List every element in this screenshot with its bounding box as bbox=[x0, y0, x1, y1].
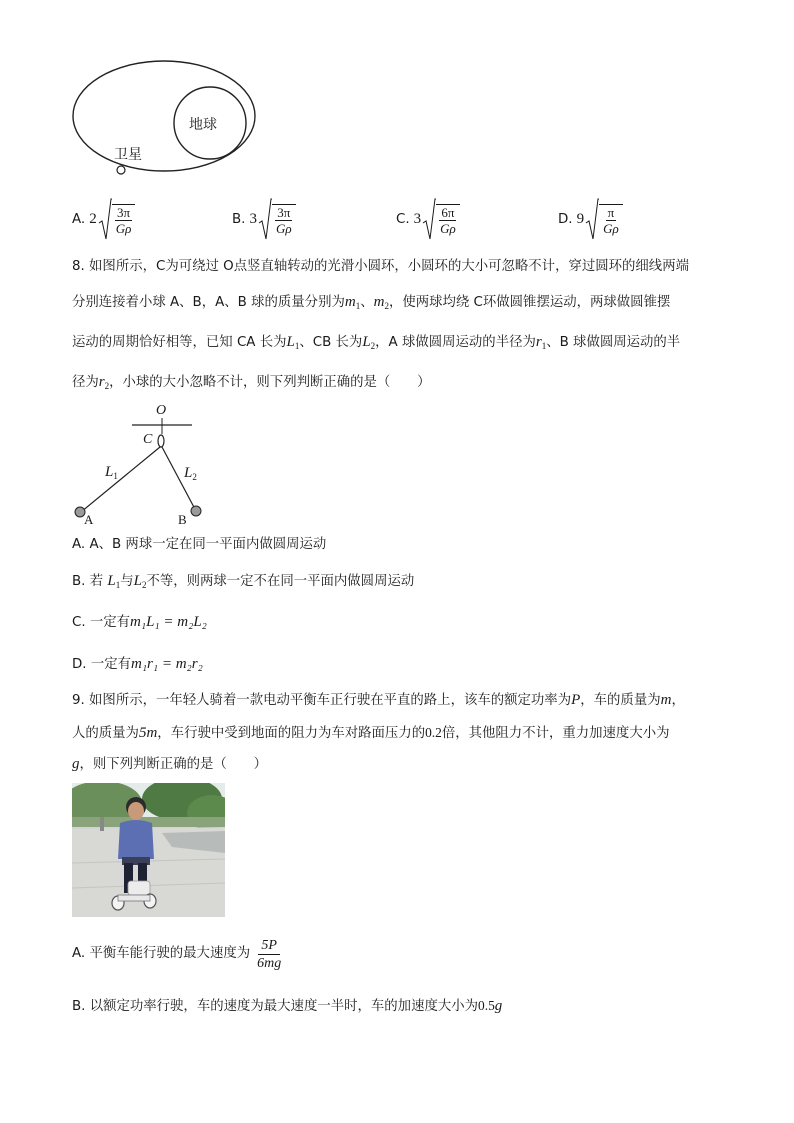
q9-option-a[interactable]: A. 平衡车能行驶的最大速度为 $\frac{5P}{6mg}$ bbox=[72, 934, 284, 974]
sqrt-expression bbox=[258, 197, 296, 241]
string-l1 bbox=[81, 447, 160, 512]
sqrt-icon bbox=[258, 197, 272, 241]
satellite-marker bbox=[117, 166, 125, 174]
coefficient: 3 bbox=[249, 210, 257, 227]
q8-option-a[interactable]: A. A、B 两球一定在同一平面内做圆周运动 bbox=[72, 537, 327, 552]
max-speed-fraction: $\frac{5P}{6mg}$ bbox=[257, 937, 282, 971]
ball-b bbox=[191, 506, 201, 516]
balance-scooter-photo bbox=[72, 783, 225, 917]
sqrt-expression bbox=[98, 197, 136, 241]
q7-option-a[interactable] bbox=[72, 195, 135, 243]
q7-option-c[interactable] bbox=[396, 195, 460, 243]
earth-label: 地球 bbox=[189, 117, 217, 133]
label-a: A bbox=[84, 512, 94, 527]
q8-line-1: 8. 如图所示，C为可绕过 O点竖直轴转动的光滑小圆环，小圆环的大小可忽略不计，穿过圆环的细线两端 bbox=[72, 259, 689, 274]
numerator: 3π bbox=[277, 205, 291, 220]
coefficient: 2 bbox=[89, 210, 97, 227]
denominator: Gρ bbox=[603, 221, 619, 236]
sqrt-icon bbox=[422, 197, 436, 241]
sqrt-icon bbox=[98, 197, 112, 241]
satellite-label: 卫星 bbox=[114, 147, 142, 163]
label-l1: $L_1$ bbox=[105, 464, 118, 481]
q8-line-4: 径为$r_2$，小球的大小忽略不计，则下列判断正确的是（ ） bbox=[72, 374, 431, 391]
option-letter: B. bbox=[232, 211, 246, 227]
coefficient: 3 bbox=[413, 210, 422, 227]
denominator: Gρ bbox=[115, 221, 132, 236]
sqrt-expression bbox=[422, 197, 460, 241]
option-letter: C. bbox=[396, 211, 410, 227]
label-c: C bbox=[143, 432, 153, 447]
q9-line-1: 9. 如图所示，一年轻人骑着一款电动平衡车正行驶在平直的路上，该车的额定功率为P，车的质量为m， bbox=[72, 692, 685, 708]
q7-option-d[interactable] bbox=[558, 195, 623, 243]
q8-option-d[interactable]: D. 一定有m₁r₁ = m₂r₂ bbox=[72, 656, 203, 672]
numerator: π bbox=[607, 205, 615, 220]
label-o: O bbox=[156, 403, 167, 418]
label-l2: $L_2$ bbox=[184, 465, 197, 482]
denominator: Gρ bbox=[275, 221, 292, 236]
q8-option-b[interactable]: B. 若 $L_1$与$L_2$不等，则两球一定不在同一平面内做圆周运动 bbox=[72, 573, 415, 590]
q9-option-b[interactable]: B. 以额定功率行驶，车的速度为最大速度一半时，车的加速度大小为0.5g bbox=[72, 998, 503, 1014]
q9-line-2: 人的质量为5m，车行驶中受到地面的阻力为车对路面压力的0.2倍，其他阻力不计，重力加速度大小为 bbox=[72, 725, 670, 741]
q7-option-b[interactable] bbox=[232, 195, 296, 243]
ring-c bbox=[158, 435, 164, 447]
q8-line-2: 分别连接着小球 A、B，A、B 球的质量分别为$m_1$、$m_2$，使两球均绕 C环做圆锥摆运动，两球做圆锥摆 bbox=[72, 294, 671, 311]
numerator: 6π bbox=[441, 205, 455, 220]
q8-option-c[interactable]: C. 一定有m₁L₁ = m₂L₂ bbox=[72, 614, 207, 630]
conical-pendulum-figure bbox=[70, 400, 220, 530]
equation: m₁L₁ = m₂L₂ bbox=[130, 614, 207, 630]
label-b: B bbox=[178, 512, 187, 527]
denominator: Gρ bbox=[440, 221, 456, 236]
coefficient: 9 bbox=[576, 210, 585, 227]
equation: m₁r₁ = m₂r₂ bbox=[131, 656, 203, 672]
sqrt-icon bbox=[585, 197, 599, 241]
q9-line-3: g，则下列判断正确的是（ ） bbox=[72, 756, 267, 772]
option-letter: D. bbox=[558, 211, 573, 227]
sqrt-expression bbox=[585, 197, 623, 241]
numerator: 3π bbox=[116, 205, 131, 220]
q8-line-3: 运动的周期恰好相等，已知 CA 长为$L_1$、CB 长为$L_2$，A 球做圆周运动的半径为$r_1$、B 球做圆周运动的半 bbox=[72, 334, 681, 351]
option-letter: A. bbox=[72, 211, 86, 227]
orbit-figure bbox=[70, 60, 260, 180]
